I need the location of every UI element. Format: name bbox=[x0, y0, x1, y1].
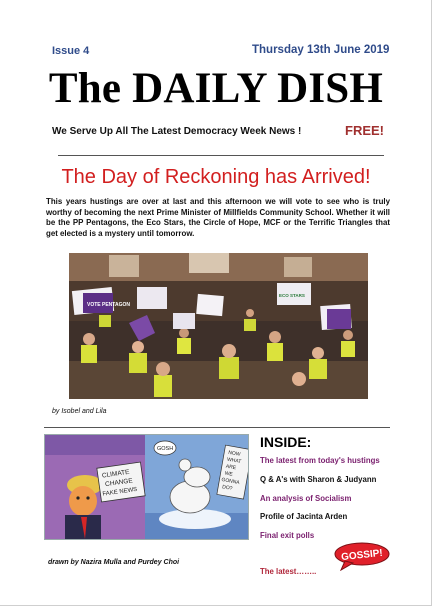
newspaper-title: The DAILY DISH bbox=[48, 65, 384, 112]
cartoon-sign-line: CHANGE bbox=[104, 477, 134, 489]
free-label: FREE! bbox=[345, 123, 384, 138]
gossip-badge-text: GOSSIP! bbox=[340, 547, 384, 564]
photo-sign-text: ECO STARS bbox=[279, 293, 305, 298]
hustings-crowd-photo bbox=[69, 253, 368, 399]
cartoon-sign-line: DO? bbox=[221, 484, 233, 492]
tagline: We Serve Up All The Latest Democracy Week News ! bbox=[52, 126, 302, 137]
cartoon-sign-line: GONNA bbox=[220, 476, 241, 487]
inside-item: Q & A's with Sharon & Judyann bbox=[260, 475, 377, 484]
inside-heading: INSIDE: bbox=[260, 434, 312, 450]
cartoon-sign-line: ARE bbox=[225, 463, 237, 472]
cartoon-bubble-text: GOSH bbox=[157, 446, 174, 452]
photo-byline: by Isobel and Lila bbox=[52, 408, 107, 415]
inside-item: The latest from today's hustings bbox=[260, 456, 380, 465]
lead-headline: The Day of Reckoning has Arrived! bbox=[61, 166, 371, 188]
inside-item: The latest…….. bbox=[260, 567, 317, 576]
inside-item: An analysis of Socialism bbox=[260, 494, 352, 503]
cartoon-drawing bbox=[44, 434, 249, 540]
cartoon-credit: drawn by Nazira Mulla and Purdey Choi bbox=[48, 559, 180, 566]
issue-date: Thursday 13th June 2019 bbox=[252, 44, 390, 56]
cartoon-sign-line: WE bbox=[224, 470, 234, 478]
gossip-badge bbox=[333, 541, 391, 571]
inside-item: Final exit polls bbox=[260, 531, 315, 540]
inside-item: Profile of Jacinta Arden bbox=[260, 512, 348, 521]
section-divider bbox=[44, 427, 390, 428]
issue-number: Issue 4 bbox=[52, 45, 90, 57]
photo-sign-text: VOTE PENTAGON bbox=[87, 302, 130, 308]
cartoon-sign-line: WHAT bbox=[226, 456, 242, 466]
masthead-divider bbox=[58, 155, 384, 156]
lead-story-text: This years hustings are over at last and this afternoon we will vote to see who is truly worthy of becoming the next Prime Minister of Millfields Community School. Whether it will be the PP Pentagons, the Eco Stars, the Circle of Hope, MCF or the Terrific Triangles that get elected is a mystery until tomorrow. bbox=[46, 197, 390, 238]
cartoon-sign-line: NOW bbox=[227, 449, 241, 458]
cartoon-sign-line: CLIMATE bbox=[101, 468, 130, 480]
cartoon-sign-line: FAKE NEWS bbox=[102, 486, 138, 498]
